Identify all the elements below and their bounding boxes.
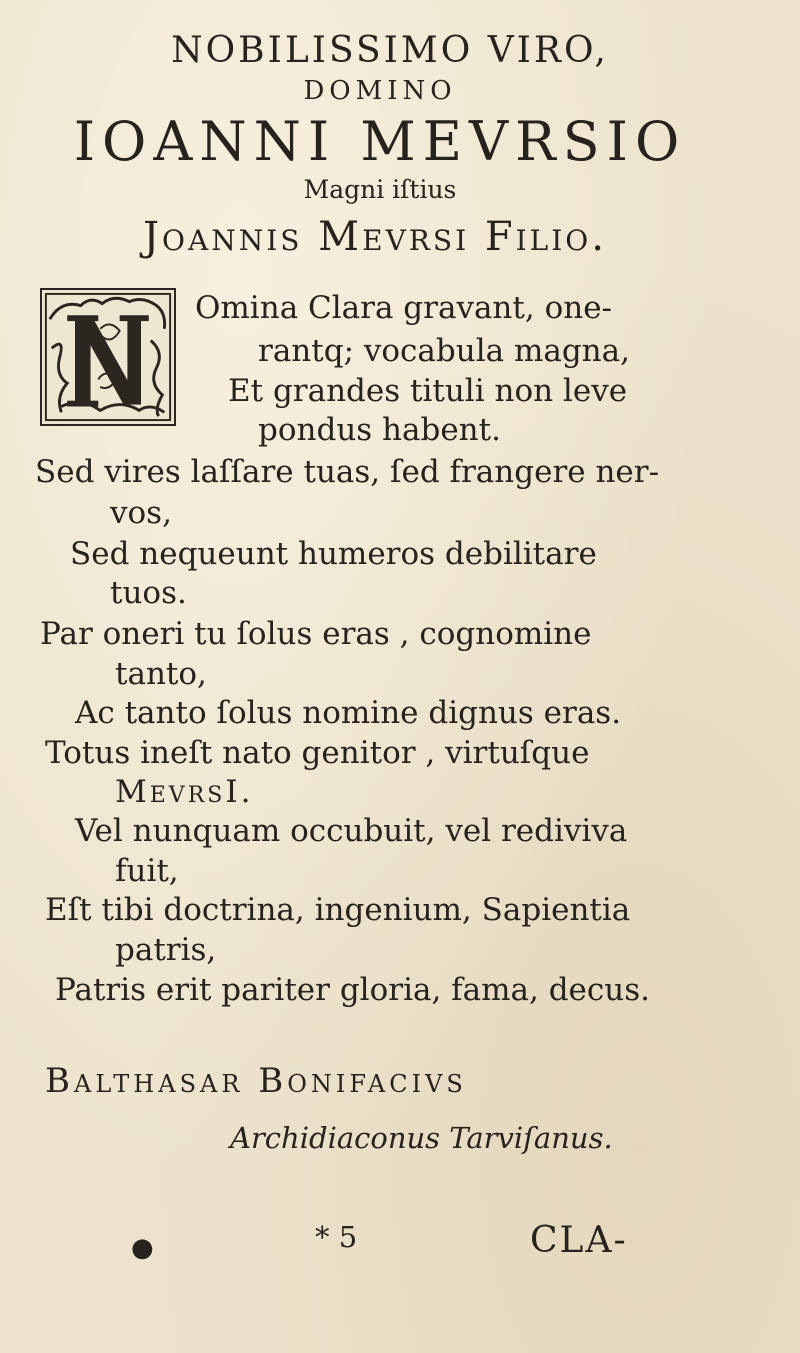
verse-line: Et grandes tituli non leve xyxy=(228,373,628,409)
verse-line: tuos. xyxy=(110,575,187,611)
verse-line: Sed vires laſſare tuas, ſed frangere ner- xyxy=(35,454,660,490)
dedicatee-name: IOANNI MEVRSIO xyxy=(73,110,687,173)
verse-line: Sed nequeunt humeros debilitare xyxy=(70,536,597,572)
verse-line: Patris erit pariter gloria, fama, decus. xyxy=(55,972,650,1008)
verse-line: Omina Clara gravant, one- xyxy=(195,290,613,326)
verse-line: vos, xyxy=(110,495,172,531)
verse-line: patris, xyxy=(115,932,217,968)
dedication-line-4: Magni iſtius xyxy=(303,175,457,204)
verse-line: Par oneri tu ſolus eras , cognomine xyxy=(40,616,592,652)
catchword: CLA- xyxy=(530,1220,628,1261)
author-name: Balthasar Bonifacivs xyxy=(45,1061,467,1101)
signature-mark: * 5 xyxy=(315,1220,358,1254)
dedication-line-5: Joannis Mevrsi Filio. xyxy=(143,214,607,260)
verse-line: pondus habent. xyxy=(258,412,501,448)
verse-line: Eſt tibi doctrina, ingenium, Sapientia xyxy=(45,892,631,928)
bullet-icon: ● xyxy=(131,1233,154,1263)
verse-line: Ac tanto ſolus nomine dignus eras. xyxy=(75,695,622,731)
verse-line: Totus ineſt nato genitor , virtuſque xyxy=(45,735,590,771)
verse-line: MevrsI. xyxy=(115,774,254,810)
dedication-line-1: NOBILISSIMO VIRO, xyxy=(171,30,609,71)
author-office: Archidiaconus Tarviſanus. xyxy=(230,1121,613,1155)
verse-line: rantq; vocabula magna, xyxy=(258,333,630,369)
verse-line: Vel nunquam occubuit, vel rediviva xyxy=(75,813,628,849)
decorated-initial-n-icon xyxy=(40,288,176,426)
dedication-line-2: DOMINO xyxy=(303,76,457,106)
verse-line: fuit, xyxy=(115,853,179,889)
verse-line: tanto, xyxy=(115,656,207,692)
